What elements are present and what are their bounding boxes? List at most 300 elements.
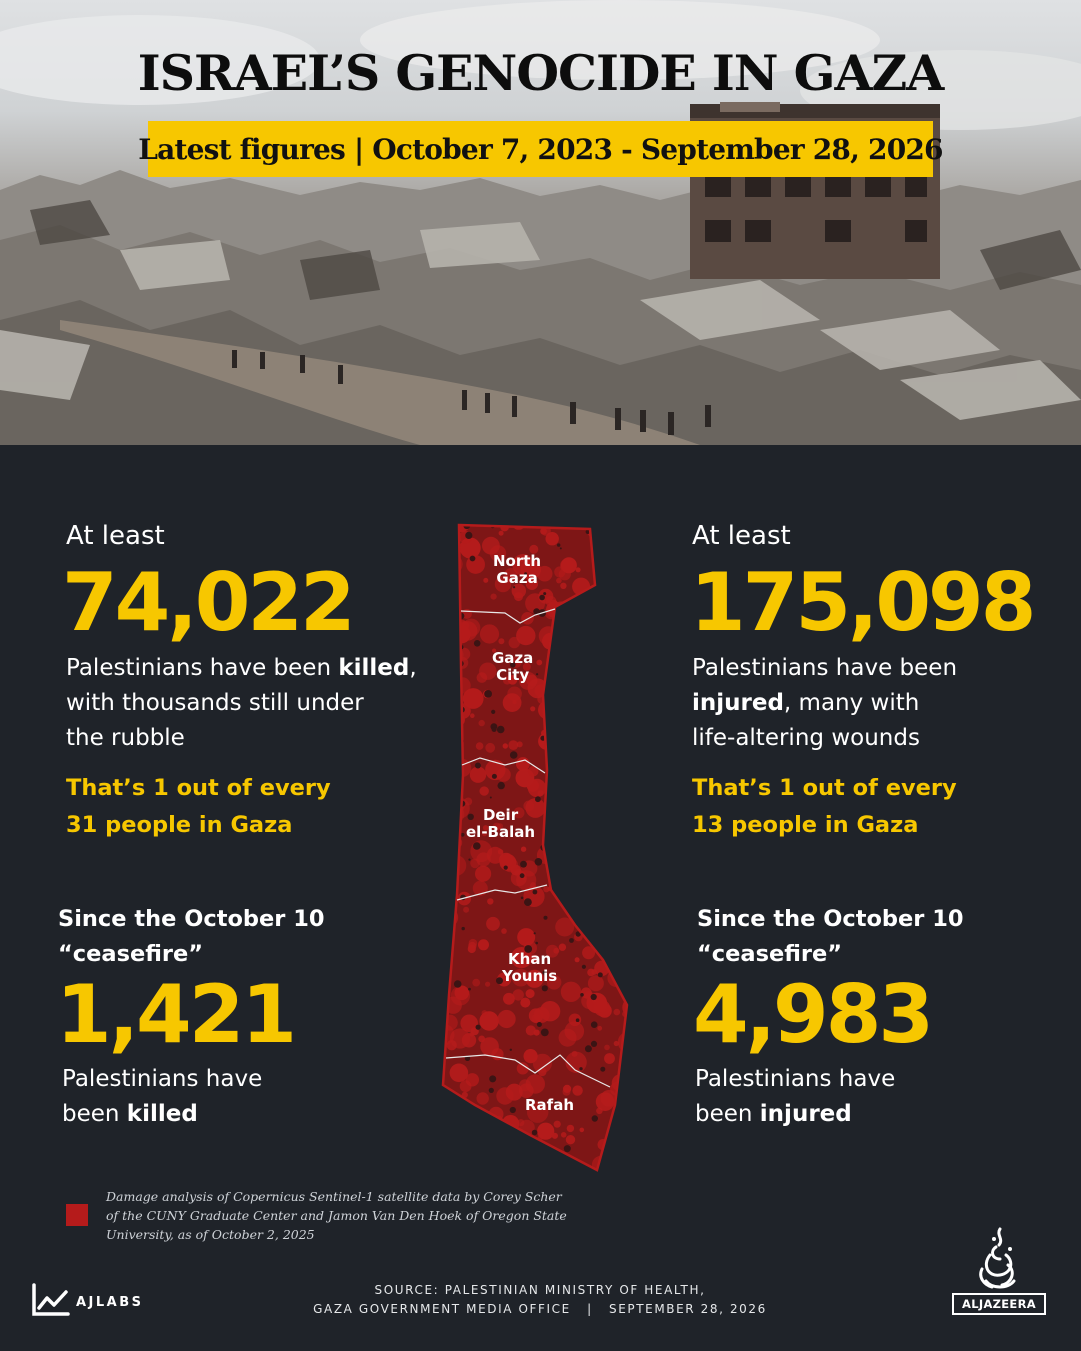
damage-blob <box>439 752 451 764</box>
damage-blob <box>620 724 632 736</box>
damage-blob <box>622 912 632 922</box>
damage-blob <box>614 1041 619 1046</box>
undamaged-speck <box>498 782 505 789</box>
damage-blob <box>549 803 555 809</box>
damage-blob <box>603 533 608 538</box>
undamaged-speck <box>631 519 635 523</box>
damage-blob <box>611 887 617 893</box>
damage-blob <box>498 1010 516 1028</box>
gaza-strip-outline <box>435 515 635 1175</box>
undamaged-speck <box>490 797 492 799</box>
undamaged-speck <box>591 871 594 874</box>
damage-blob <box>551 1160 570 1175</box>
map-label-deir-el-balah <box>466 807 535 841</box>
undamaged-speck <box>606 572 609 575</box>
damage-blob <box>458 648 471 661</box>
damage-blob <box>576 621 593 638</box>
damage-blob <box>444 1140 464 1160</box>
damage-blob <box>546 532 559 545</box>
damage-blob <box>548 782 557 791</box>
map-label-khan-younis <box>502 951 557 985</box>
killed-total-number: 74,022 <box>62 556 353 649</box>
undamaged-speck <box>435 1134 437 1138</box>
damage-blob <box>516 626 535 645</box>
damage-blob <box>492 1172 496 1175</box>
undamaged-speck <box>473 1159 480 1166</box>
undamaged-speck <box>436 1034 439 1037</box>
undamaged-speck <box>576 1018 580 1022</box>
undamaged-speck <box>470 516 472 518</box>
damage-blob <box>470 713 475 718</box>
damage-blob <box>485 743 495 753</box>
damage-blob <box>475 1133 485 1143</box>
damage-blob <box>483 578 488 583</box>
damage-blob <box>560 583 566 589</box>
undamaged-speck <box>504 866 508 870</box>
undamaged-speck <box>532 1130 538 1136</box>
damage-blob <box>566 1135 575 1144</box>
damage-blob <box>616 801 635 823</box>
killed-total-desc-bold: killed <box>338 655 410 681</box>
undamaged-speck <box>601 825 607 831</box>
undamaged-speck <box>435 846 438 850</box>
damage-blob <box>536 1161 551 1175</box>
damage-blob <box>556 840 576 860</box>
aljazeera-wordmark: ALJAZEERA <box>952 1293 1046 1315</box>
damage-blob <box>447 584 454 591</box>
damage-blob <box>442 1015 458 1031</box>
undamaged-speck <box>468 988 471 991</box>
undamaged-speck <box>599 543 606 550</box>
source-credit <box>250 1281 830 1319</box>
undamaged-speck <box>440 988 444 992</box>
damage-blob <box>528 518 535 525</box>
damage-blob <box>573 521 579 527</box>
undamaged-speck <box>463 1145 470 1152</box>
undamaged-speck <box>489 1088 494 1093</box>
damage-blob <box>593 752 600 759</box>
damage-blob <box>554 766 560 772</box>
damage-blob <box>486 917 500 931</box>
undamaged-speck <box>476 1025 481 1030</box>
damage-blob <box>608 817 619 828</box>
undamaged-speck <box>445 1150 448 1153</box>
undamaged-speck <box>582 688 585 691</box>
damage-blob <box>559 944 566 951</box>
khan-younis-line1: Khan <box>508 950 552 968</box>
undamaged-speck <box>446 720 451 725</box>
damage-blob <box>554 652 576 674</box>
undamaged-speck <box>548 763 555 770</box>
undamaged-speck <box>450 759 455 764</box>
damage-blob <box>552 659 570 677</box>
damage-blob <box>526 989 535 998</box>
damage-blob <box>567 1125 574 1132</box>
date-range-banner: Latest figures | October 7, 2023 - September 28, 2026 <box>148 121 933 177</box>
damage-blob <box>585 865 605 885</box>
damage-blob <box>449 740 456 747</box>
undamaged-speck <box>535 942 538 945</box>
undamaged-speck <box>591 1021 598 1028</box>
damage-blob <box>573 799 582 808</box>
damage-blob <box>573 866 579 872</box>
damage-blob <box>627 629 633 635</box>
injured-total-lead: At least <box>692 521 791 551</box>
undamaged-speck <box>592 918 595 921</box>
damage-blob <box>499 531 504 536</box>
damage-blob <box>578 724 583 729</box>
undamaged-speck <box>485 516 492 523</box>
damage-blob <box>435 714 444 731</box>
map-label-rafah <box>525 1097 574 1114</box>
injured-ratio-line2: 13 people in Gaza <box>692 812 919 838</box>
undamaged-speck <box>624 1042 630 1048</box>
killed-ceasefire-desc-bold: killed <box>126 1101 198 1127</box>
undamaged-speck <box>622 668 628 674</box>
undamaged-speck <box>444 841 448 845</box>
damage-blob <box>435 731 446 748</box>
damage-blob <box>534 1030 540 1036</box>
killed-total-desc-comma: , <box>409 655 417 681</box>
injured-ratio-line1: That’s 1 out of every <box>692 775 957 801</box>
damage-blob <box>452 1116 469 1133</box>
damage-blob <box>588 679 594 685</box>
damage-blob <box>436 736 443 743</box>
damage-blob <box>622 724 635 745</box>
undamaged-speck <box>535 858 543 866</box>
damage-blob <box>448 607 455 614</box>
undamaged-speck <box>519 1156 527 1164</box>
undamaged-speck <box>560 547 562 549</box>
undamaged-speck <box>623 673 626 676</box>
damage-blob <box>478 1036 485 1043</box>
damage-blob <box>556 691 568 703</box>
damage-blob <box>447 1040 457 1050</box>
damage-blob <box>560 840 575 855</box>
damage-blob <box>503 993 515 1005</box>
undamaged-speck <box>454 1125 459 1130</box>
undamaged-speck <box>579 1067 582 1070</box>
damage-blob <box>435 529 444 541</box>
damage-blob <box>440 742 450 752</box>
damage-blob <box>514 592 523 601</box>
damage-blob <box>443 700 461 718</box>
damage-blob <box>435 633 445 646</box>
damage-blob <box>443 644 450 651</box>
undamaged-speck <box>596 775 601 780</box>
damage-blob <box>477 672 488 683</box>
undamaged-speck <box>441 592 448 599</box>
map-label-gaza-city <box>492 650 533 684</box>
undamaged-speck <box>473 842 481 850</box>
undamaged-speck <box>521 897 524 900</box>
undamaged-speck <box>628 880 632 884</box>
undamaged-speck <box>577 796 581 800</box>
injured-total-desc-line1: Palestinians have been <box>692 655 958 681</box>
damage-blob <box>468 1126 483 1141</box>
damage-blob <box>613 540 628 555</box>
damage-blob <box>435 633 452 652</box>
undamaged-speck <box>539 595 545 601</box>
undamaged-speck <box>610 853 613 856</box>
gaza-city-line1: Gaza <box>492 649 534 667</box>
undamaged-speck <box>490 1137 494 1141</box>
undamaged-speck <box>470 556 476 562</box>
damage-blob <box>559 609 575 625</box>
damage-blob <box>444 746 452 754</box>
injured-total-desc-line2: , many with <box>783 690 920 716</box>
damage-blob <box>565 515 573 521</box>
damage-blob <box>628 516 634 522</box>
damage-blob <box>475 866 491 882</box>
undamaged-speck <box>533 890 538 895</box>
damage-blob <box>554 1121 561 1128</box>
damage-blob <box>478 939 489 950</box>
damage-blob <box>618 554 623 559</box>
undamaged-speck <box>491 710 495 714</box>
damage-blob <box>435 824 450 843</box>
undamaged-speck <box>534 932 536 934</box>
damage-blob <box>597 839 615 857</box>
damage-blob <box>623 973 631 981</box>
damage-blob <box>591 914 605 928</box>
damage-blob <box>520 1151 540 1171</box>
undamaged-speck <box>619 683 626 690</box>
hero-photo <box>0 0 1081 445</box>
damage-blob <box>521 612 534 625</box>
injured-ceasefire-heading-line1: Since the October 10 <box>697 906 964 932</box>
undamaged-speck <box>510 751 518 759</box>
damage-blob <box>629 655 635 666</box>
killed-ratio-line2: 31 people in Gaza <box>66 812 293 838</box>
damage-blob <box>627 1126 635 1139</box>
damage-blob <box>577 836 585 844</box>
undamaged-speck <box>542 985 548 991</box>
rafah-line1: Rafah <box>525 1096 574 1114</box>
gaza-damage-map <box>435 515 635 1175</box>
damage-blob <box>623 786 635 807</box>
damage-blob <box>617 823 635 841</box>
damage-blob <box>578 735 594 751</box>
damage-legend-swatch <box>66 1204 88 1226</box>
damage-blob <box>485 982 490 987</box>
injured-ceasefire-desc-pre: been <box>695 1101 760 1127</box>
undamaged-speck <box>554 515 557 517</box>
damage-blob <box>466 555 485 574</box>
gaza-city-line2: City <box>496 666 530 684</box>
damage-blob <box>603 703 609 709</box>
killed-ceasefire-heading-line2: “ceasefire” <box>58 941 204 967</box>
damage-blob <box>609 738 617 746</box>
north-gaza-line1: North <box>493 552 542 570</box>
undamaged-speck <box>435 908 439 914</box>
damage-blob <box>597 1026 602 1031</box>
undamaged-speck <box>594 737 599 742</box>
damage-blob <box>482 1010 488 1016</box>
damage-blob <box>608 913 615 920</box>
damage-blob <box>561 1132 567 1138</box>
damage-blob <box>611 772 630 791</box>
damage-blob <box>615 706 635 726</box>
undamaged-speck <box>580 993 584 997</box>
damage-blob <box>508 740 518 750</box>
undamaged-speck <box>585 1045 592 1052</box>
damage-blob <box>526 1074 545 1093</box>
undamaged-speck <box>555 741 562 748</box>
damage-blob <box>463 1160 475 1172</box>
damage-blob <box>552 767 571 786</box>
killed-total-ratio <box>66 770 331 844</box>
undamaged-speck <box>492 774 497 779</box>
damage-blob <box>557 765 575 783</box>
ajlabs-logo <box>30 1282 144 1318</box>
damage-blob <box>435 1153 443 1168</box>
undamaged-speck <box>443 836 450 843</box>
undamaged-speck <box>510 1107 516 1113</box>
legend-line3: University, as of October 2, 2025 <box>106 1227 315 1242</box>
killed-total-desc-line2: with thousands still under <box>66 690 364 716</box>
injured-total-ratio <box>692 770 957 844</box>
damage-blob <box>498 638 504 644</box>
damage-blob <box>552 794 564 806</box>
damage-blob <box>616 724 633 741</box>
undamaged-speck <box>524 898 532 906</box>
damage-blob <box>517 1143 537 1163</box>
undamaged-speck <box>574 784 578 788</box>
damage-blob <box>614 1009 621 1016</box>
damage-blob <box>629 818 633 822</box>
damage-blob <box>497 768 511 782</box>
killed-total-block <box>66 521 165 551</box>
undamaged-speck <box>492 727 497 732</box>
north-gaza-line2: Gaza <box>496 569 538 587</box>
damage-blob <box>608 597 614 603</box>
injured-total-number: 175,098 <box>690 556 1034 649</box>
source-line2: GAZA GOVERNMENT MEDIA OFFICE | SEPTEMBER 28, 2026 <box>313 1302 767 1316</box>
damage-blob <box>603 783 614 794</box>
undamaged-speck <box>445 1118 451 1124</box>
damage-blob <box>477 1092 489 1104</box>
undamaged-speck <box>628 1001 631 1004</box>
undamaged-speck <box>537 1022 542 1027</box>
injured-ceasefire-heading <box>697 902 964 972</box>
page-title: ISRAEL’S GENOCIDE IN GAZA <box>137 44 944 102</box>
damage-blob <box>596 628 606 638</box>
damage-blob <box>476 742 484 750</box>
undamaged-speck <box>593 643 599 649</box>
undamaged-speck <box>535 1171 539 1175</box>
damage-blob <box>480 786 489 795</box>
undamaged-speck <box>569 938 574 943</box>
damage-blob <box>561 557 577 573</box>
damage-blob <box>448 1094 453 1099</box>
undamaged-speck <box>474 640 481 647</box>
undamaged-speck <box>608 947 615 954</box>
undamaged-speck <box>582 965 586 969</box>
damage-blob <box>584 691 600 707</box>
undamaged-speck <box>630 979 635 985</box>
injured-ceasefire-heading-line2: “ceasefire” <box>697 941 843 967</box>
damage-blob <box>537 1123 554 1140</box>
damage-blob <box>435 674 441 680</box>
undamaged-speck <box>443 1098 449 1104</box>
injured-total-description <box>692 651 957 756</box>
undamaged-speck <box>536 673 538 675</box>
killed-ceasefire-desc-pre: been <box>62 1101 127 1127</box>
damage-blob <box>491 594 497 600</box>
killed-ratio-line1: That’s 1 out of every <box>66 775 331 801</box>
undamaged-speck <box>454 595 459 600</box>
injured-total-desc-bold: injured <box>692 690 784 716</box>
undamaged-speck <box>588 643 592 647</box>
damage-blob <box>588 685 594 691</box>
damage-blob <box>603 826 618 841</box>
damage-blob <box>479 720 485 726</box>
damage-blob <box>435 641 439 646</box>
undamaged-speck <box>578 711 582 715</box>
undamaged-speck <box>591 994 597 1000</box>
damage-blob <box>589 665 610 686</box>
killed-total-description <box>66 651 417 756</box>
damage-blob <box>443 548 454 559</box>
undamaged-speck <box>543 592 546 595</box>
damage-blob <box>627 730 632 735</box>
ajlabs-wordmark: AJLABS <box>76 1294 144 1310</box>
damage-blob <box>562 515 575 523</box>
damage-blob <box>620 560 635 579</box>
damage-blob <box>536 660 542 666</box>
damage-blob <box>538 1068 547 1077</box>
damage-blob <box>538 701 557 720</box>
undamaged-speck <box>554 1171 559 1175</box>
damage-blob <box>484 1132 491 1139</box>
damage-blob <box>435 712 446 727</box>
injured-ceasefire-desc-bold: injured <box>759 1101 852 1127</box>
damage-blob <box>607 1135 618 1146</box>
damage-blob <box>562 612 576 626</box>
undamaged-speck <box>627 739 631 743</box>
undamaged-speck <box>520 861 527 868</box>
damage-blob <box>606 635 627 656</box>
damage-blob <box>521 847 526 852</box>
damage-blob <box>561 982 581 1002</box>
undamaged-speck <box>599 790 602 793</box>
damage-blob <box>460 1080 472 1092</box>
damage-blob <box>464 798 472 806</box>
undamaged-speck <box>557 543 560 546</box>
undamaged-speck <box>554 785 556 787</box>
damage-blob <box>625 526 636 545</box>
undamaged-speck <box>468 859 470 861</box>
undamaged-speck <box>565 865 573 873</box>
damage-blob <box>557 834 577 854</box>
damage-blob <box>503 743 508 748</box>
damage-blob <box>561 701 579 719</box>
damage-blob <box>462 1033 476 1047</box>
damage-blob <box>502 1142 513 1153</box>
undamaged-speck <box>592 1115 598 1121</box>
undamaged-speck <box>462 927 465 930</box>
damage-blob <box>610 915 628 933</box>
undamaged-speck <box>484 690 492 698</box>
damage-blob <box>572 1085 582 1095</box>
undamaged-speck <box>598 972 603 977</box>
damage-blob <box>625 938 635 953</box>
damage-blob <box>457 1115 478 1136</box>
damage-blob <box>472 979 480 987</box>
undamaged-speck <box>454 980 462 988</box>
undamaged-speck <box>600 1067 605 1072</box>
